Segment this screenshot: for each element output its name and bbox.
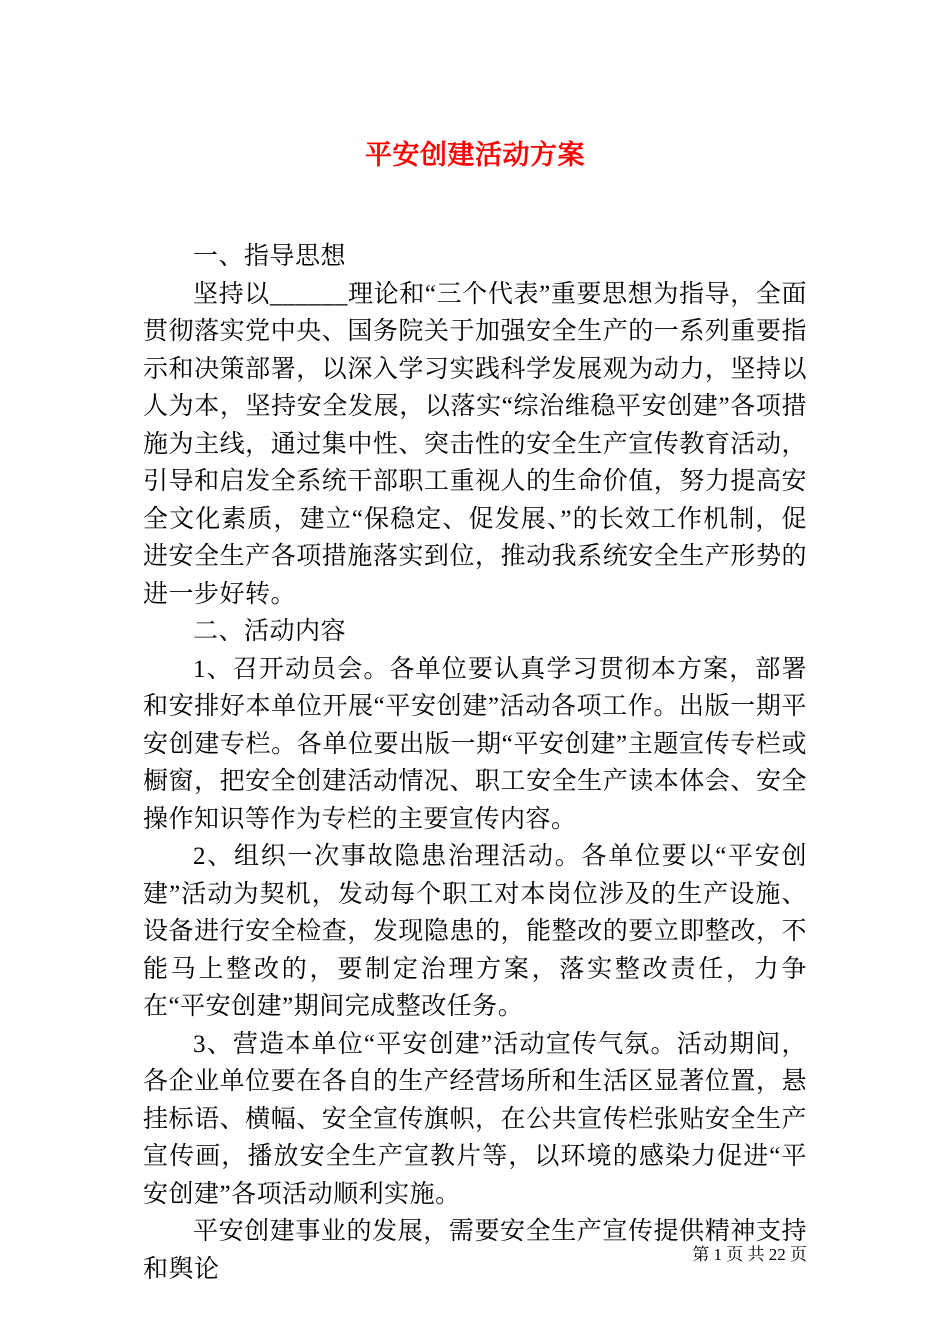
section-heading: 一、指导思想 — [193, 243, 347, 270]
document-body — [143, 238, 807, 1288]
section-heading: 二、活动内容 — [193, 618, 347, 645]
page-number: 第 1 页 共 22 页 — [692, 1245, 807, 1264]
document-title: 平安创建活动方案 — [365, 140, 585, 170]
paragraph: 平安创建事业的发展，需要安全生产宣传提供精神支持和舆论 — [143, 1218, 807, 1283]
paragraph: 3、营造本单位“平安创建”活动宣传气氛。活动期间，各企业单位要在各自的生产经营场所和生活区显著位置，悬挂标语、横幅、安全宣传旗帜，在公共宣传栏张贴安全生产宣传画，播放安全生产宣教片等，以环境的感染力促进“平安创建”各项活动顺利实施。 — [143, 1030, 807, 1208]
paragraph: 2、组织一次事故隐患治理活动。各单位要以“平安创建”活动为契机，发动每个职工对本岗位涉及的生产设施、设备进行安全检查，发现隐患的，能整改的要立即整改，不能马上整改的，要制定治理方案，落实整改责任，力争在“平安创建”期间完成整改任务。 — [143, 843, 807, 1020]
paragraph: 1、召开动员会。各单位要认真学习贯彻本方案，部署和安排好本单位开展“平安创建”活动各项工作。出版一期平安创建专栏。各单位要出版一期“平安创建”主题宣传专栏或橱窗，把安全创建活动情况、职工安全生产读本体会、安全操作知识等作为专栏的主要宣传内容。 — [143, 655, 807, 833]
paragraph: 坚持以______理论和“三个代表”重要思想为指导，全面贯彻落实党中央、国务院关于加强安全生产的一系列重要指示和决策部署，以深入学习实践科学发展观为动力，坚持以人为本，坚持安全发展，以落实“综治维稳平安创建”各项措施为主线，通过集中性、突击性的安全生产宣传教育活动，引导和启发全系统干部职工重视人的生命价值，努力提高安全文化素质，建立“保稳定、促发展、”的长效工作机制，促进安全生产各项措施落实到位，推动我系统安全生产形势的进一步好转。 — [143, 280, 807, 608]
